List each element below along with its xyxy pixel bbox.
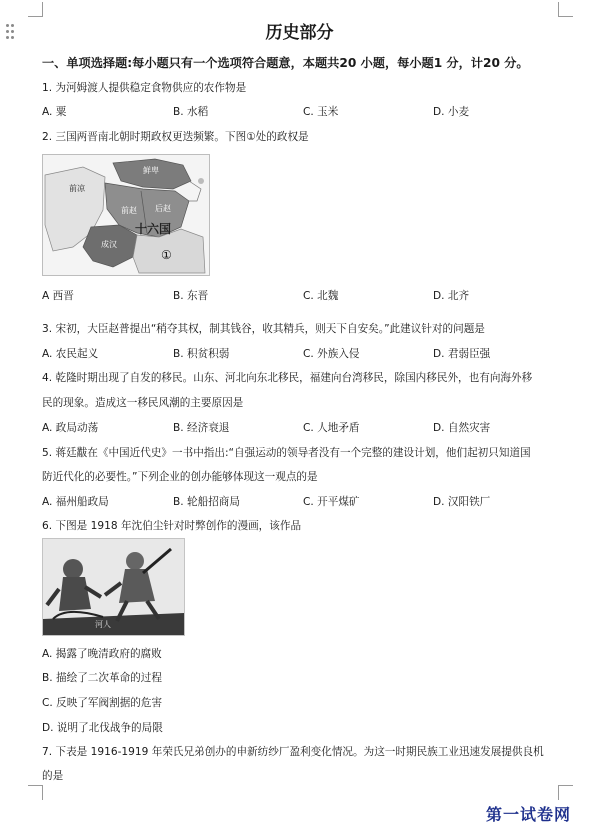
- q2-option-b[interactable]: B. 东晋: [173, 290, 209, 302]
- q6-option-c[interactable]: C. 反映了军阀割据的危害: [42, 697, 163, 709]
- q1-option-b[interactable]: B. 水稻: [173, 106, 209, 118]
- question-6-stem: 6. 下图是 1918 年沈伯尘针对时弊创作的漫画，该作品: [42, 520, 302, 532]
- cartoon-label: 河人: [95, 620, 111, 629]
- q4-option-d[interactable]: D. 自然灾害: [433, 422, 491, 434]
- map-label-chenghan: 成汉: [101, 240, 117, 249]
- question-4-stem-line2: 民的现象。造成这一移民风潮的主要原因是: [42, 397, 244, 409]
- crop-mark-top-right: [558, 2, 573, 17]
- q6-option-a[interactable]: A. 揭露了晚清政府的腐败: [42, 648, 162, 660]
- q3-option-c[interactable]: C. 外族入侵: [303, 348, 360, 360]
- map-label-qianzhao: 前赵: [121, 206, 137, 215]
- q5-option-d[interactable]: D. 汉阳铁厂: [433, 496, 491, 508]
- question-4-stem: 4. 乾隆时期出现了自发的移民。山东、河北向东北移民，福建向台湾移民，除国内移民外，也有向海外移: [42, 372, 533, 384]
- question-7-stem: 7. 下表是 1916-1919 年荣氏兄弟创办的申新纺纱厂盈利变化情况。为这一时期民族工业迅速发展提供良机: [42, 746, 544, 758]
- cartoon-graphic: [43, 539, 184, 635]
- q2-option-a[interactable]: A 西晋: [42, 290, 74, 302]
- q6-option-d[interactable]: D. 说明了北伐战争的局限: [42, 722, 163, 734]
- q4-option-c[interactable]: C. 人地矛盾: [303, 422, 360, 434]
- q3-option-b[interactable]: B. 积贫积弱: [173, 348, 230, 360]
- question-5-stem-line2: 防近代化的必要性。”下列企业的创办能够体现这一观点的是: [42, 471, 318, 483]
- cartoon-1918-warlords: [42, 538, 185, 636]
- map-sixteen-kingdoms: [42, 154, 210, 276]
- question-2-stem: 2. 三国两晋南北朝时期政权更迭频繁。下图①处的政权是: [42, 131, 309, 143]
- q4-option-a[interactable]: A. 政局动荡: [42, 422, 99, 434]
- q2-option-c[interactable]: C. 北魏: [303, 290, 339, 302]
- map-label-houzhao: 后赵: [155, 204, 171, 213]
- q1-option-d[interactable]: D. 小麦: [433, 106, 470, 118]
- q5-option-c[interactable]: C. 开平煤矿: [303, 496, 360, 508]
- map-marker-1: ①: [161, 248, 172, 262]
- map-graphic: [43, 155, 209, 275]
- crop-mark-bottom-right: [558, 785, 573, 800]
- q1-option-c[interactable]: C. 玉米: [303, 106, 339, 118]
- map-label-qianliang: 前凉: [69, 184, 85, 193]
- q5-option-a[interactable]: A. 福州船政局: [42, 496, 109, 508]
- q5-option-b[interactable]: B. 轮船招商局: [173, 496, 240, 508]
- question-5-stem: 5. 蒋廷黻在《中国近代史》一书中指出:“自强运动的领导者没有一个完整的建设计划，他们起初只知道国: [42, 447, 531, 459]
- map-label-xianbei: 鲜卑: [143, 166, 159, 175]
- crop-mark-bottom-left: [28, 785, 43, 800]
- q3-option-d[interactable]: D. 君弱臣强: [433, 348, 491, 360]
- q2-option-d[interactable]: D. 北齐: [433, 290, 470, 302]
- question-7-stem-line2: 的是: [42, 770, 64, 782]
- page-title: 历史部分: [265, 23, 334, 43]
- crop-mark-top-left: [28, 2, 43, 17]
- question-3-stem: 3. 宋初，大臣赵普提出“稍夺其权，制其钱谷，收其精兵，则天下自安矣。”此建议针对的问题是: [42, 323, 485, 335]
- q1-option-a[interactable]: A. 粟: [42, 106, 67, 118]
- q3-option-a[interactable]: A. 农民起义: [42, 348, 99, 360]
- section-heading: 一、单项选择题:每小题只有一个选项符合题意，本题共20 小题，每小题1 分，计20 分。: [42, 56, 529, 70]
- footer-watermark: 第一试卷网: [486, 805, 572, 824]
- map-label-shiliuguo: 十六国: [135, 222, 172, 236]
- q4-option-b[interactable]: B. 经济衰退: [173, 422, 230, 434]
- question-1-stem: 1. 为河姆渡人提供稳定食物供应的农作物是: [42, 82, 247, 94]
- q6-option-b[interactable]: B. 描绘了二次革命的过程: [42, 672, 162, 684]
